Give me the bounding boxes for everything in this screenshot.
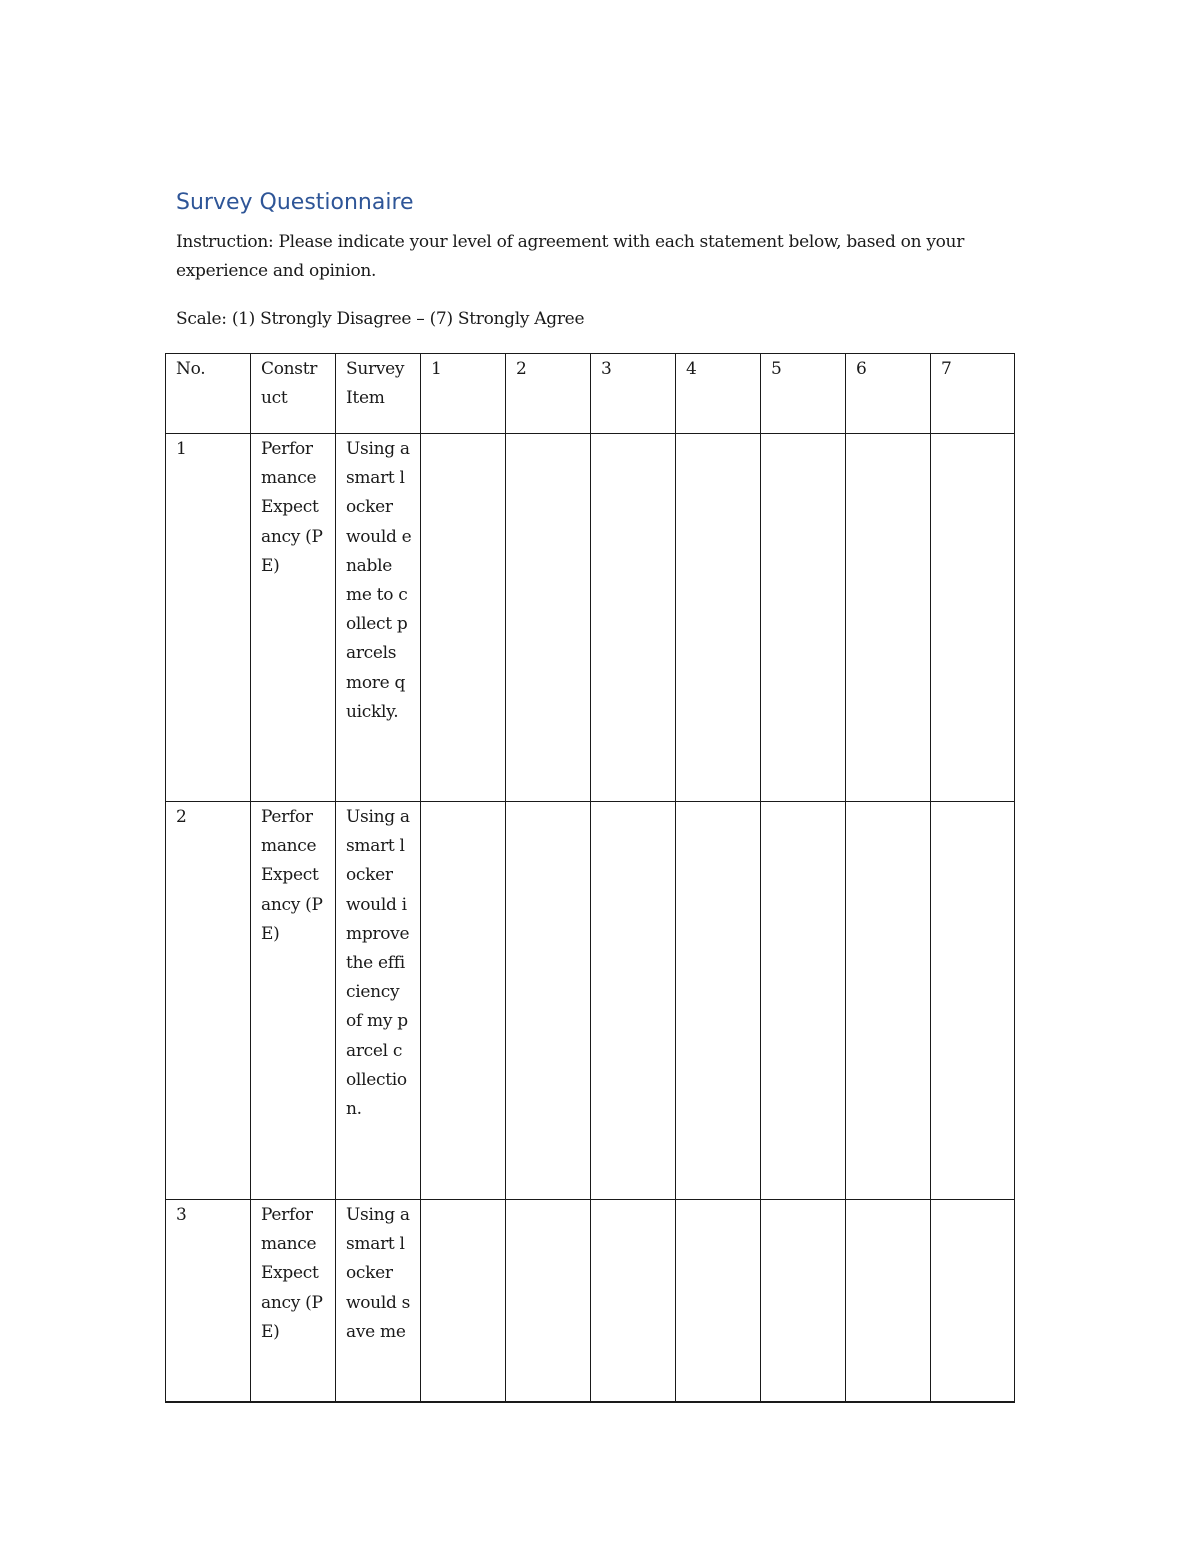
scale-text: Scale: (1) Strongly Disagree – (7) Strongly Agree xyxy=(176,309,585,329)
row-number: 3 xyxy=(166,1200,251,1403)
survey-table xyxy=(165,353,1015,1403)
rating-cell-1[interactable] xyxy=(421,434,506,802)
page-title: Survey Questionnaire xyxy=(176,190,414,215)
header-scale-3: 3 xyxy=(591,354,676,434)
row-number: 1 xyxy=(166,434,251,802)
header-scale-6: 6 xyxy=(846,354,931,434)
rating-cell-5[interactable] xyxy=(761,802,846,1200)
rating-cell-6[interactable] xyxy=(846,1200,931,1403)
table-header-row xyxy=(166,354,1015,434)
rating-cell-4[interactable] xyxy=(676,434,761,802)
header-scale-4: 4 xyxy=(676,354,761,434)
construct-cell: Performance Expectancy (PE) xyxy=(251,434,336,802)
rating-cell-4[interactable] xyxy=(676,1200,761,1403)
header-scale-7: 7 xyxy=(931,354,1015,434)
survey-item-cell: Using a smart locker would save me xyxy=(336,1200,421,1403)
header-survey-item: Survey Item xyxy=(336,354,421,434)
rating-cell-3[interactable] xyxy=(591,802,676,1200)
survey-item-cell: Using a smart locker would enable me to collect parcels more quickly. xyxy=(336,434,421,802)
rating-cell-7[interactable] xyxy=(931,434,1015,802)
rating-cell-1[interactable] xyxy=(421,802,506,1200)
rating-cell-6[interactable] xyxy=(846,434,931,802)
row-number: 2 xyxy=(166,802,251,1200)
construct-cell: Performance Expectancy (PE) xyxy=(251,802,336,1200)
rating-cell-2[interactable] xyxy=(506,434,591,802)
table-row xyxy=(166,802,1015,1200)
header-no: No. xyxy=(166,354,251,434)
rating-cell-4[interactable] xyxy=(676,802,761,1200)
rating-cell-2[interactable] xyxy=(506,1200,591,1403)
rating-cell-7[interactable] xyxy=(931,1200,1015,1403)
rating-cell-3[interactable] xyxy=(591,434,676,802)
table-row xyxy=(166,434,1015,802)
rating-cell-5[interactable] xyxy=(761,434,846,802)
table-row xyxy=(166,1200,1015,1403)
survey-item-cell: Using a smart locker would improve the efficiency of my parcel collection. xyxy=(336,802,421,1200)
header-scale-2: 2 xyxy=(506,354,591,434)
rating-cell-3[interactable] xyxy=(591,1200,676,1403)
rating-cell-2[interactable] xyxy=(506,802,591,1200)
construct-cell: Performance Expectancy (PE) xyxy=(251,1200,336,1403)
rating-cell-6[interactable] xyxy=(846,802,931,1200)
header-construct: Construct xyxy=(251,354,336,434)
rating-cell-7[interactable] xyxy=(931,802,1015,1200)
header-scale-1: 1 xyxy=(421,354,506,434)
header-scale-5: 5 xyxy=(761,354,846,434)
instruction-text: Instruction: Please indicate your level of agreement with each statement below, based on your experience and opinion. xyxy=(176,232,965,281)
rating-cell-5[interactable] xyxy=(761,1200,846,1403)
rating-cell-1[interactable] xyxy=(421,1200,506,1403)
